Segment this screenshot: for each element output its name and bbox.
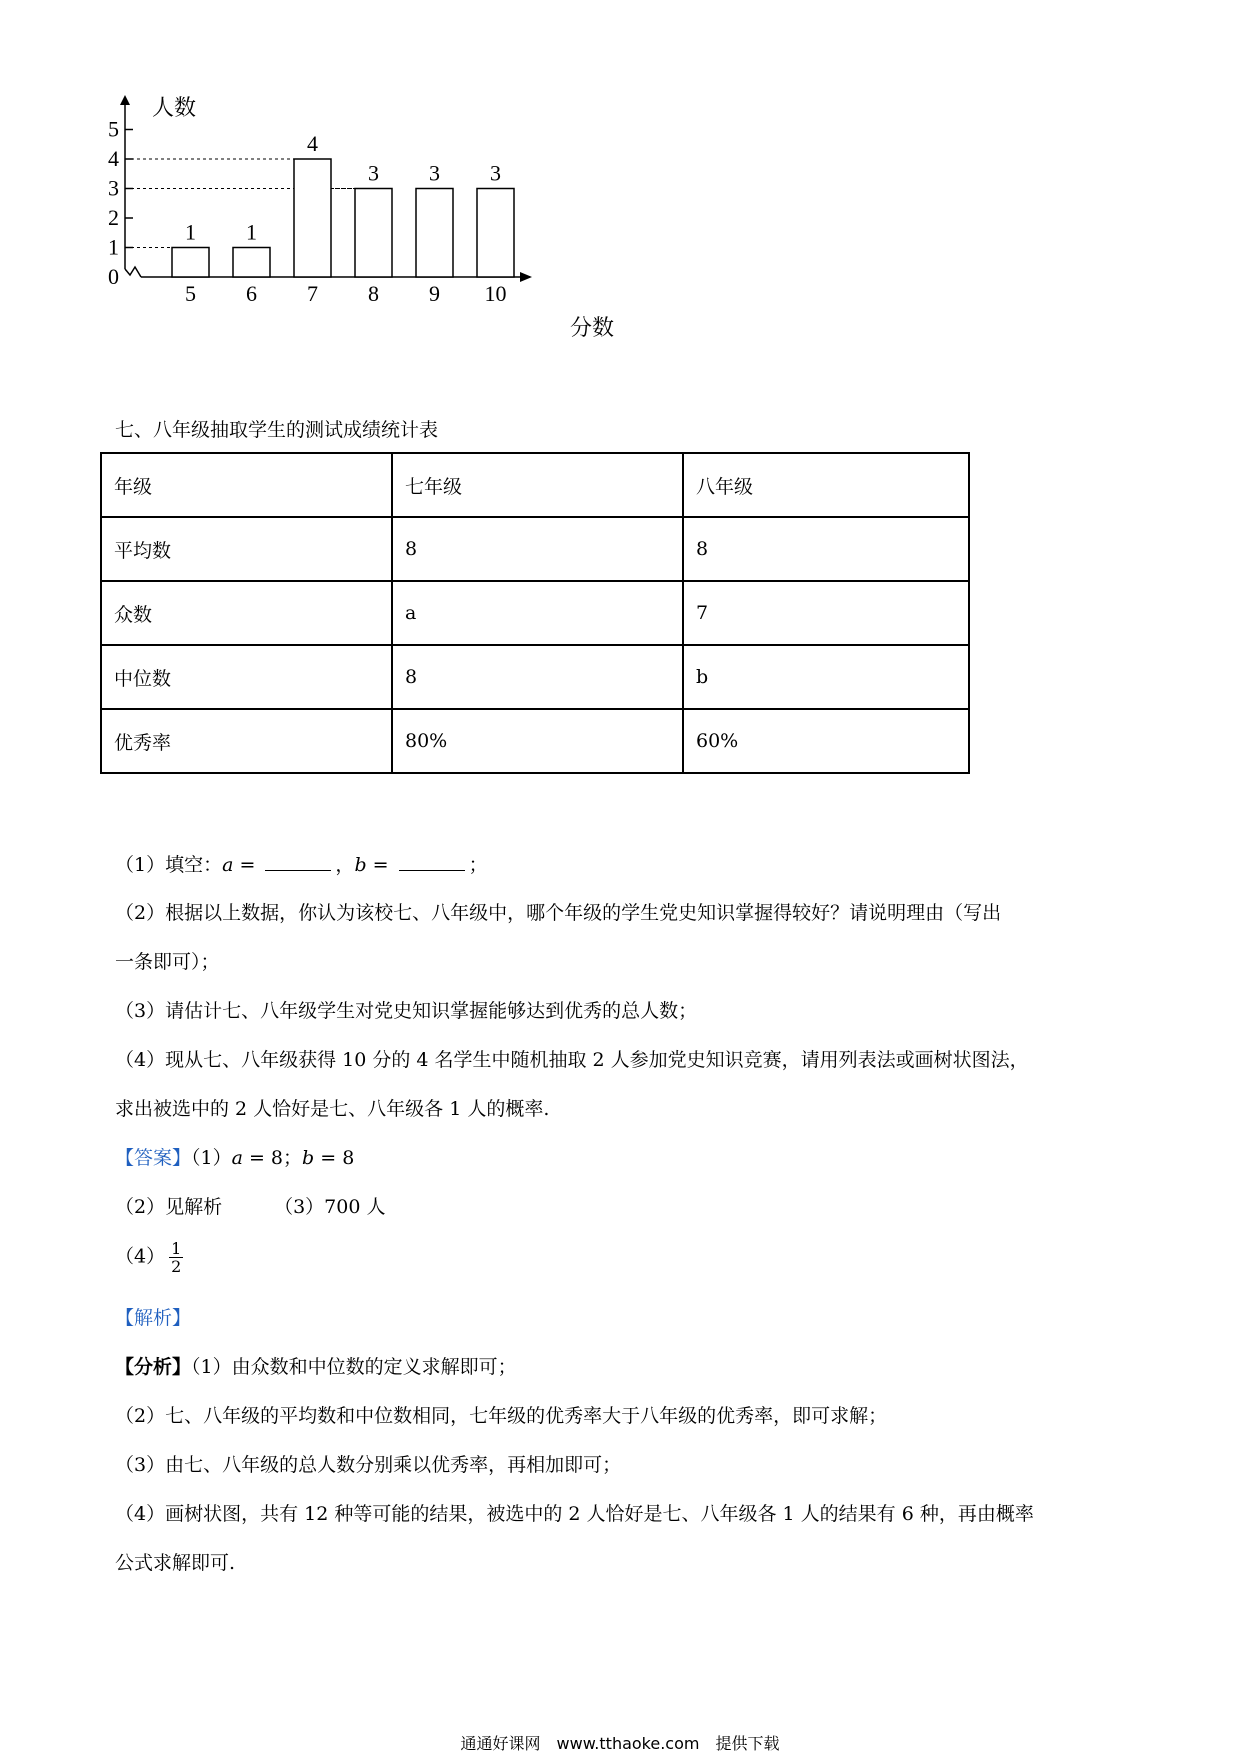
bar-data-label: 3	[490, 160, 501, 186]
page-footer: 通通好课网 www.tthaoke.com 提供下载	[460, 1734, 780, 1753]
q1-eq-a: =	[233, 854, 262, 876]
analysis-p1: （1）由众数和中位数的定义求解即可；	[191, 1356, 517, 1378]
analysis-line-2: （2）七、八年级的平均数和中位数相同，七年级的优秀率大于八年级的优秀率，即可求解；	[115, 1405, 888, 1427]
bar-data-label: 1	[185, 219, 196, 245]
x-tick-label: 8	[368, 281, 379, 306]
y-tick-label: 0	[108, 264, 119, 289]
bar-data-label: 1	[246, 219, 257, 245]
table-cell: 七年级	[392, 453, 683, 517]
fraction-numerator: 1	[171, 1239, 182, 1258]
bar	[416, 189, 453, 278]
x-tick-label: 9	[429, 281, 440, 306]
bar	[233, 248, 270, 278]
axis-break	[125, 267, 141, 277]
q1-comma: ，	[335, 854, 355, 876]
table-cell: 8	[683, 517, 969, 581]
table-cell: 8	[392, 517, 683, 581]
table-row	[101, 517, 969, 581]
question-3: （3）请估计七、八年级学生对党史知识掌握能够达到优秀的总人数；	[115, 1000, 698, 1022]
table-title: 七、八年级抽取学生的测试成绩统计表	[115, 419, 439, 441]
y-tick-label: 5	[108, 116, 119, 142]
table-cell: 7	[683, 581, 969, 645]
bar	[355, 189, 392, 278]
answer-3: （3）700 人	[274, 1196, 386, 1218]
y-axis-arrow	[120, 95, 130, 105]
answer-1-a: a	[231, 1147, 243, 1169]
question-2-line2: 一条即可）；	[115, 951, 220, 973]
answer-tag: 【答案】	[115, 1147, 192, 1169]
answer-1-end: = 8	[314, 1147, 355, 1169]
chart-x-ticks	[185, 281, 507, 306]
table-cell: 60%	[683, 709, 969, 773]
q1-b: b	[354, 854, 367, 876]
fenxi-tag: 【分析】	[115, 1356, 192, 1378]
x-tick-label: 5	[185, 281, 196, 306]
bar	[477, 189, 514, 278]
q1-eq-b: =	[366, 854, 395, 876]
table-row	[101, 581, 969, 645]
y-tick-label: 1	[108, 234, 119, 260]
x-axis-label: 分数	[570, 316, 615, 341]
y-tick-label: 4	[108, 146, 119, 171]
x-axis-arrow	[520, 272, 532, 282]
answer-line-4	[115, 1240, 183, 1275]
table-cell: 年级	[101, 453, 392, 517]
q1-prefix: （1）填空：	[115, 854, 223, 876]
bar-chart	[110, 95, 630, 355]
table-cell: 八年级	[683, 453, 969, 517]
table-cell: 中位数	[101, 645, 392, 709]
table-cell: b	[683, 645, 969, 709]
blank-b[interactable]	[399, 852, 465, 871]
analysis-line-3: （3）由七、八年级的总人数分别乘以优秀率，再相加即可；	[115, 1454, 622, 1476]
table-row	[101, 709, 969, 773]
chart-bars	[172, 159, 514, 277]
analysis-tag: 【解析】	[115, 1307, 192, 1329]
question-4-line1: （4）现从七、八年级获得 10 分的 4 名学生中随机抽取 2 人参加党史知识竞赛，请用列表法或画树状图法，	[115, 1049, 1029, 1071]
table-row	[101, 453, 969, 517]
answer-1-mid: = 8；	[242, 1147, 303, 1169]
table-cell: a	[392, 581, 683, 645]
stats-table	[100, 452, 970, 774]
x-tick-label: 7	[307, 281, 318, 306]
x-tick-label: 10	[484, 281, 507, 306]
blank-a[interactable]	[265, 852, 331, 871]
bar-data-label: 3	[368, 160, 379, 186]
table-row	[101, 645, 969, 709]
bar	[172, 248, 209, 278]
answer-1-b: b	[302, 1147, 315, 1169]
q1-a: a	[222, 854, 234, 876]
answer-2: （2）见解析	[115, 1196, 223, 1218]
answer-4-fraction	[169, 1240, 183, 1275]
analysis-line-5: 公式求解即可.	[115, 1552, 236, 1574]
bar-data-label: 3	[429, 160, 440, 186]
answer-4-prefix: （4）	[115, 1245, 166, 1268]
question-2-line1: （2）根据以上数据，你认为该校七、八年级中，哪个年级的学生党史知识掌握得较好？请说明理由（写出	[115, 902, 1002, 924]
table-cell: 优秀率	[101, 709, 392, 773]
analysis-line-1	[115, 1355, 517, 1379]
table-cell: 众数	[101, 581, 392, 645]
answer-1-prefix: （1）	[191, 1147, 232, 1169]
bar-data-label: 4	[307, 131, 318, 156]
question-1	[115, 852, 488, 877]
analysis-line-4: （4）画树状图，共有 12 种等可能的结果，被选中的 2 人恰好是七、八年级各 1 人的结果有 6 种，再由概率	[115, 1503, 1034, 1525]
table-cell: 8	[392, 645, 683, 709]
answer-line-1	[115, 1146, 354, 1170]
chart-y-ticks	[108, 117, 133, 290]
bar	[294, 159, 331, 277]
fraction-denominator: 2	[171, 1257, 182, 1276]
question-4-line2: 求出被选中的 2 人恰好是七、八年级各 1 人的概率.	[115, 1098, 550, 1120]
y-tick-label: 2	[108, 205, 119, 230]
q1-end: ；	[468, 854, 488, 876]
y-axis-label: 人数	[152, 96, 197, 121]
table-cell: 80%	[392, 709, 683, 773]
y-tick-label: 3	[108, 175, 119, 201]
answer-line-2	[115, 1195, 386, 1219]
x-tick-label: 6	[246, 281, 257, 306]
table-cell: 平均数	[101, 517, 392, 581]
